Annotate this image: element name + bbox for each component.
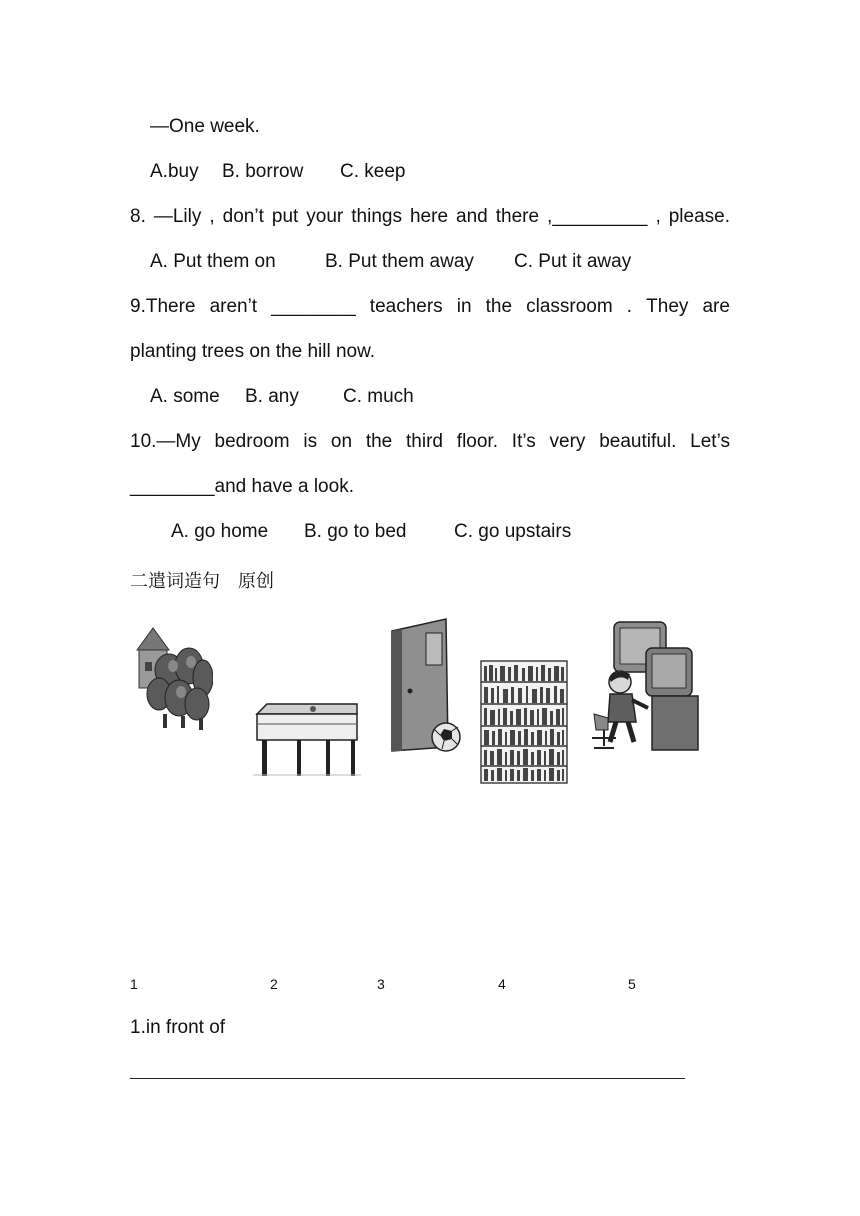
q10-word: beautiful. [599,431,677,452]
house-trees-icon [133,622,213,732]
q9-stem-line2: planting trees on the hill now. [130,341,376,362]
q10-option-b: B. go to bed [304,521,407,542]
q10-option-a: A. go home [171,521,269,542]
q7-option-a: A.buy [150,161,199,182]
q7-option-c: C. keep [340,161,406,182]
q10-word: very [549,431,586,452]
q9-word: aren’t [209,296,258,317]
q10-word: the [365,431,393,452]
q10-word: third [406,431,443,452]
q9-word: classroom [526,296,613,317]
q9-stem-line1 [130,296,730,318]
picture-label-1: 1 [130,976,138,992]
q9-word: 9.There [130,296,196,317]
q8-option-c: C. Put it away [514,251,632,272]
q7-answer-line: —One week. [150,116,260,137]
q8-option-b: B. Put them away [325,251,474,272]
picture-label-4: 4 [498,976,506,992]
q9-option-c: C. much [343,386,414,407]
picture-label-2: 2 [270,976,278,992]
q8-stem: 8. —Lily , don’t put your things here and there ,_________ , please. [130,206,730,227]
q7-option-b: B. borrow [222,161,304,182]
q9-word: in [456,296,472,317]
item1-prompt: 1.in front of [130,1017,226,1038]
picture-label-5: 5 [628,976,636,992]
q9-word: are [702,296,730,317]
q10-stem-line1 [130,431,730,453]
q10-word: is [303,431,318,452]
picture-label-3: 3 [377,976,385,992]
q10-word: bedroom [214,431,290,452]
q10-stem-line2: ________and have a look. [130,476,354,497]
q10-word: Let’s [690,431,730,452]
q9-option-b: B. any [245,386,299,407]
q9-blank: ________ [271,296,356,317]
q10-word: floor. [456,431,498,452]
q10-word: 10.—My [130,431,201,452]
desk-icon [253,700,361,776]
bookshelf-icon [480,660,568,784]
q10-option-c: C. go upstairs [454,521,572,542]
q9-word: They [646,296,689,317]
q10-word: on [330,431,353,452]
q9-word: the [485,296,513,317]
q9-option-a: A. some [150,386,220,407]
door-ball-icon [388,617,464,762]
q9-word: . [626,296,633,317]
q10-word: It’s [511,431,536,452]
section-title: 二遣词造句 原创 [130,571,274,592]
computer-boy-icon [588,618,700,754]
q9-word: teachers [369,296,443,317]
answer-line[interactable] [130,1078,685,1079]
q8-option-a: A. Put them on [150,251,276,272]
